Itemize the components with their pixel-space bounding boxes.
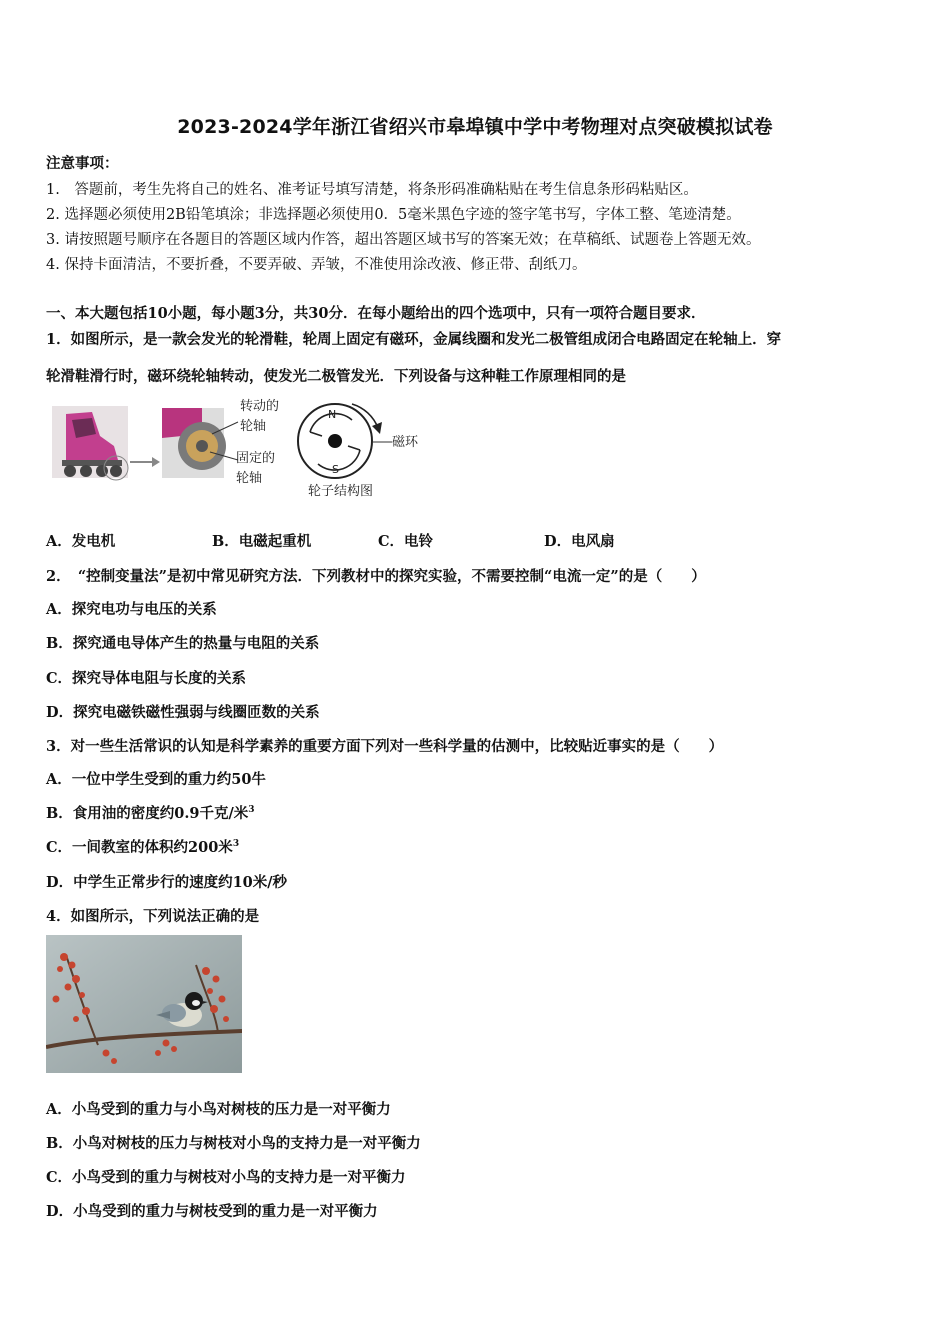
label-rotating-1: 转动的 bbox=[240, 399, 280, 414]
q4-stem: 4．如图所示，下列说法正确的是 bbox=[46, 908, 260, 925]
page-title: 2023-2024学年浙江省绍兴市皋埠镇中学中考物理对点突破模拟试卷 bbox=[177, 116, 773, 138]
q2-option-b: B．探究通电导体产生的热量与电阻的关系 bbox=[46, 635, 320, 652]
q1-stem-line-1: 1．如图所示，是一款会发光的轮滑鞋，轮周上固定有磁环，金属线圈和发光二极管组成闭合电路固定在轮轴上．穿 bbox=[46, 331, 782, 348]
q3-option-a: A．一位中学生受到的重力约50牛 bbox=[46, 771, 266, 788]
pole-n-label: N bbox=[328, 408, 337, 421]
label-magnet-ring: 磁环 bbox=[392, 435, 419, 450]
q2-option-a: A．探究电功与电压的关系 bbox=[46, 601, 217, 618]
q1-option-c: C．电铃 bbox=[378, 533, 434, 550]
q3-option-d: D．中学生正常步行的速度约10米/秒 bbox=[46, 874, 288, 891]
note-item-2: 2. 选择题必须使用2B铅笔填涂；非选择题必须使用0．5毫米黑色字迹的签字笔书写，字体工整、笔迹清楚。 bbox=[46, 207, 741, 223]
q4-bird-on-branch-photo bbox=[46, 935, 242, 1073]
q1-option-b: B．电磁起重机 bbox=[212, 533, 312, 550]
q1-roller-skate-figure bbox=[52, 394, 432, 500]
q2-option-d: D．探究电磁铁磁性强弱与线圈匝数的关系 bbox=[46, 704, 320, 721]
q1-stem-line-2: 轮滑鞋滑行时，磁环绕轮轴转动，使发光二极管发光．下列设备与这种鞋工作原理相同的是 bbox=[46, 368, 626, 385]
q3-option-b-exponent: 3 bbox=[248, 805, 255, 816]
notes-heading: 注意事项： bbox=[46, 155, 119, 172]
q3-option-b: B．食用油的密度约0.9千克/米$^3$ bbox=[46, 805, 255, 822]
section-1-heading: 一、本大题包括10小题，每小题3分，共30分．在每小题给出的四个选项中，只有一项符合题目要求． bbox=[46, 305, 706, 322]
label-fixed-1: 固定的 bbox=[236, 451, 276, 466]
q1-options bbox=[46, 530, 710, 551]
q2-option-c: C．探究导体电阻与长度的关系 bbox=[46, 670, 247, 687]
label-fixed-2: 轮轴 bbox=[236, 471, 263, 486]
q2-stem: 2． “控制变量法”是初中常见研究方法．下列教材中的探究实验，不需要控制“电流一定”的是（ ） bbox=[46, 568, 706, 585]
note-item-4: 4. 保持卡面清洁，不要折叠，不要弄破、弄皱，不准使用涂改液、修正带、刮纸刀。 bbox=[46, 257, 587, 273]
q3-stem: 3．对一些生活常识的认知是科学素养的重要方面下列对一些科学量的估测中，比较贴近事实的是（ ） bbox=[46, 738, 724, 755]
pole-s-label: S bbox=[332, 463, 339, 476]
note-item-1: 1. 答题前，考生先将自己的姓名、准考证号填写清楚，将条形码准确粘贴在考生信息条形码粘贴区。 bbox=[46, 182, 698, 198]
note-item-3: 3. 请按照题号顺序在各题目的答题区域内作答，超出答题区域书写的答案无效；在草稿纸、试题卷上答题无效。 bbox=[46, 232, 761, 248]
q1-option-a: A．发电机 bbox=[46, 533, 116, 550]
label-rotating-2: 轮轴 bbox=[240, 419, 267, 434]
rotation-arrow-icon bbox=[352, 404, 378, 428]
q4-option-b: B．小鸟对树枝的压力与树枝对小鸟的支持力是一对平衡力 bbox=[46, 1135, 421, 1152]
q3-option-c-exponent: 3 bbox=[232, 839, 240, 850]
q4-option-c: C．小鸟受到的重力与树枝对小鸟的支持力是一对平衡力 bbox=[46, 1169, 406, 1186]
q4-option-d: D．小鸟受到的重力与树枝受到的重力是一对平衡力 bbox=[46, 1203, 378, 1220]
q1-option-d: D．电风扇 bbox=[544, 533, 615, 550]
figure-caption: 轮子结构图 bbox=[308, 484, 374, 499]
q4-option-a: A．小鸟受到的重力与小鸟对树枝的压力是一对平衡力 bbox=[46, 1101, 391, 1118]
q3-option-c: C．一间教室的体积约200米$^3$ bbox=[46, 839, 240, 856]
